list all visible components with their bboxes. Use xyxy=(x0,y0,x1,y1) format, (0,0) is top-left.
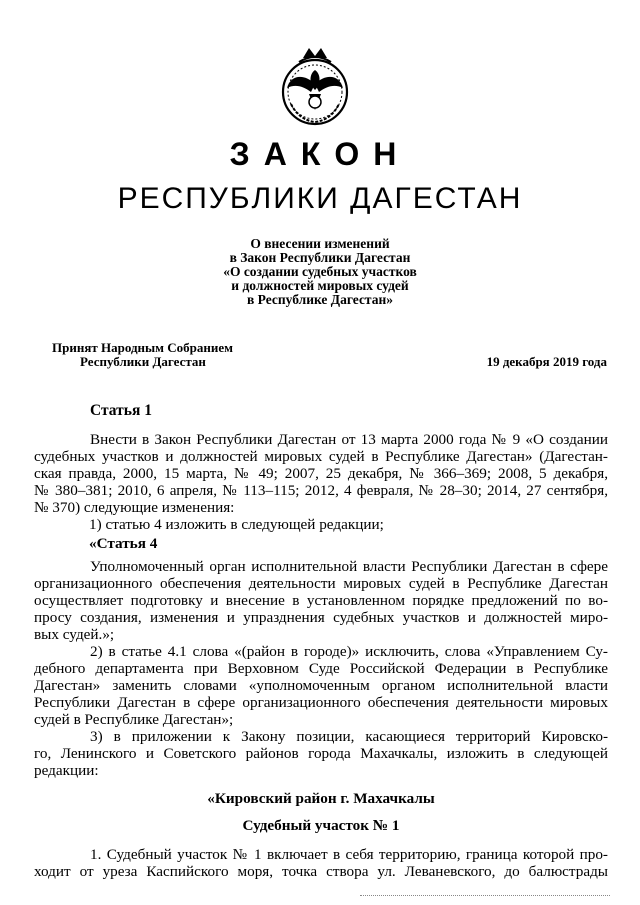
text-line: 2) в статье 4.1 слова «(район в городе)» исключить, слова «Управлением Су- xyxy=(90,643,608,660)
law-title: ЗАКОН xyxy=(229,136,411,172)
section-heading: Судебный участок № 1 xyxy=(242,817,400,834)
adoption-line: Республики Дагестан xyxy=(80,354,206,369)
scan-edge-divider xyxy=(360,895,610,898)
adoption-block xyxy=(52,341,233,369)
adoption-date: 19 декабря 2019 года xyxy=(486,354,607,369)
article-body xyxy=(34,431,608,880)
text-line: Дагестан» заменить словами «уполномоченным органом исполнительной власти xyxy=(34,677,608,694)
text-line: ская правда, 2000, 15 марта, № 49; 2007, 25 декабря, № 366–369; 2008, 5 декабря, xyxy=(34,465,608,482)
adoption-line: Принят Народным Собранием xyxy=(52,340,234,355)
heading-line: и должностей мировых судей xyxy=(231,278,409,293)
text-line: 1) статью 4 изложить в следующей редакции; xyxy=(89,516,384,533)
heading-line: в Закон Республики Дагестан xyxy=(229,250,411,265)
article-heading: Статья 1 xyxy=(90,402,152,419)
text-line: № 380–381; 2010, 6 апреля, № 113–115; 2012, 4 февраля, № 28–30; 2014, 27 сентября, xyxy=(34,482,608,499)
district-heading: «Кировский район г. Махачкалы xyxy=(207,790,435,807)
law-subtitle: РЕСПУБЛИКИ ДАГЕСТАН xyxy=(117,182,523,215)
text-line: вых судей.»; xyxy=(34,626,115,643)
text-line: осуществляет подготовку и внесение в установленном порядке предложений по во- xyxy=(34,592,608,609)
text-line: дебного департамента при Верховном Суде Российской Федерации в Республике xyxy=(34,660,608,677)
text-line: Внести в Закон Республики Дагестан от 13 марта 2000 года № 9 «О создании xyxy=(90,431,608,448)
text-line: просу создания, изменения и упразднения судебных участков и должностей миро- xyxy=(34,609,608,626)
heading-line: О внесении изменений xyxy=(250,236,390,251)
text-line: судебных участков и должностей мировых судей в Республике Дагестан» (Дагестан- xyxy=(34,448,608,465)
text-line: го, Ленинского и Советского районов города Махачкалы, изложить в следующей xyxy=(34,745,608,762)
text-line: ходит от уреза Каспийского моря, точка створа ул. Леваневского, до балюстрады xyxy=(34,863,608,880)
heading-line: в Республике Дагестан» xyxy=(246,292,394,307)
coat-of-arms-icon xyxy=(269,44,361,132)
law-heading xyxy=(0,237,640,307)
text-line: 3) в приложении к Закону позиции, касающиеся территорий Кировско- xyxy=(90,728,608,745)
quoted-article-heading: «Статья 4 xyxy=(89,535,158,552)
text-line: организационного обеспечения деятельности мировых судей в Республике Дагестан xyxy=(34,575,608,592)
text-line: Республики Дагестан в сфере организационного обеспечения деятельности мировых xyxy=(34,694,608,711)
text-line: № 370) следующие изменения: xyxy=(34,499,235,516)
heading-line: «О создании судебных участков xyxy=(223,264,417,279)
text-line: судей в Республике Дагестан»; xyxy=(34,711,234,728)
text-line: редакции: xyxy=(34,762,99,779)
text-line: 1. Судебный участок № 1 включает в себя территорию, граница которой про- xyxy=(90,846,608,863)
text-line: Уполномоченный орган исполнительной власти Республики Дагестан в сфере xyxy=(90,558,608,575)
